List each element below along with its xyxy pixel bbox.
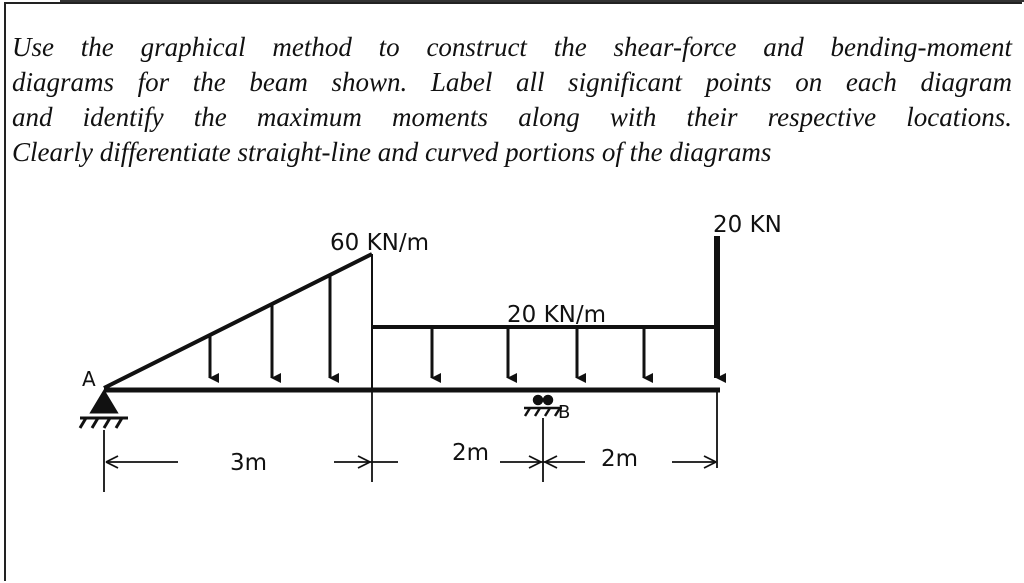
support-a-label: A <box>82 367 96 391</box>
support-b-label: B <box>558 402 571 423</box>
problem-line-4: Clearly differentiate straight-line and curved portions of the diagrams <box>12 137 772 167</box>
problem-line-3: and identify the maximum moments along with their respective locations. <box>12 102 1012 132</box>
uniform-load-label: 20 KN/m <box>507 302 607 328</box>
triangular-load-slope <box>104 254 372 388</box>
uniform-load-arrows <box>432 327 644 378</box>
problem-line-2: diagrams for the beam shown. Label all significant points on each diagram <box>12 67 1012 97</box>
point-load-label: 20 KN <box>713 212 782 238</box>
support-a <box>80 392 128 428</box>
triangular-load-label: 60 KN/m <box>330 230 430 256</box>
dimension-2m-label-1: 2m <box>452 440 490 466</box>
dimension-lines <box>104 392 717 492</box>
problem-line-1: Use the graphical method to construct the shear-force and bending-moment <box>12 32 1012 62</box>
support-b <box>524 396 562 416</box>
dimension-2m-label-2: 2m <box>601 446 639 472</box>
dimension-3m-label: 3m <box>230 450 268 476</box>
